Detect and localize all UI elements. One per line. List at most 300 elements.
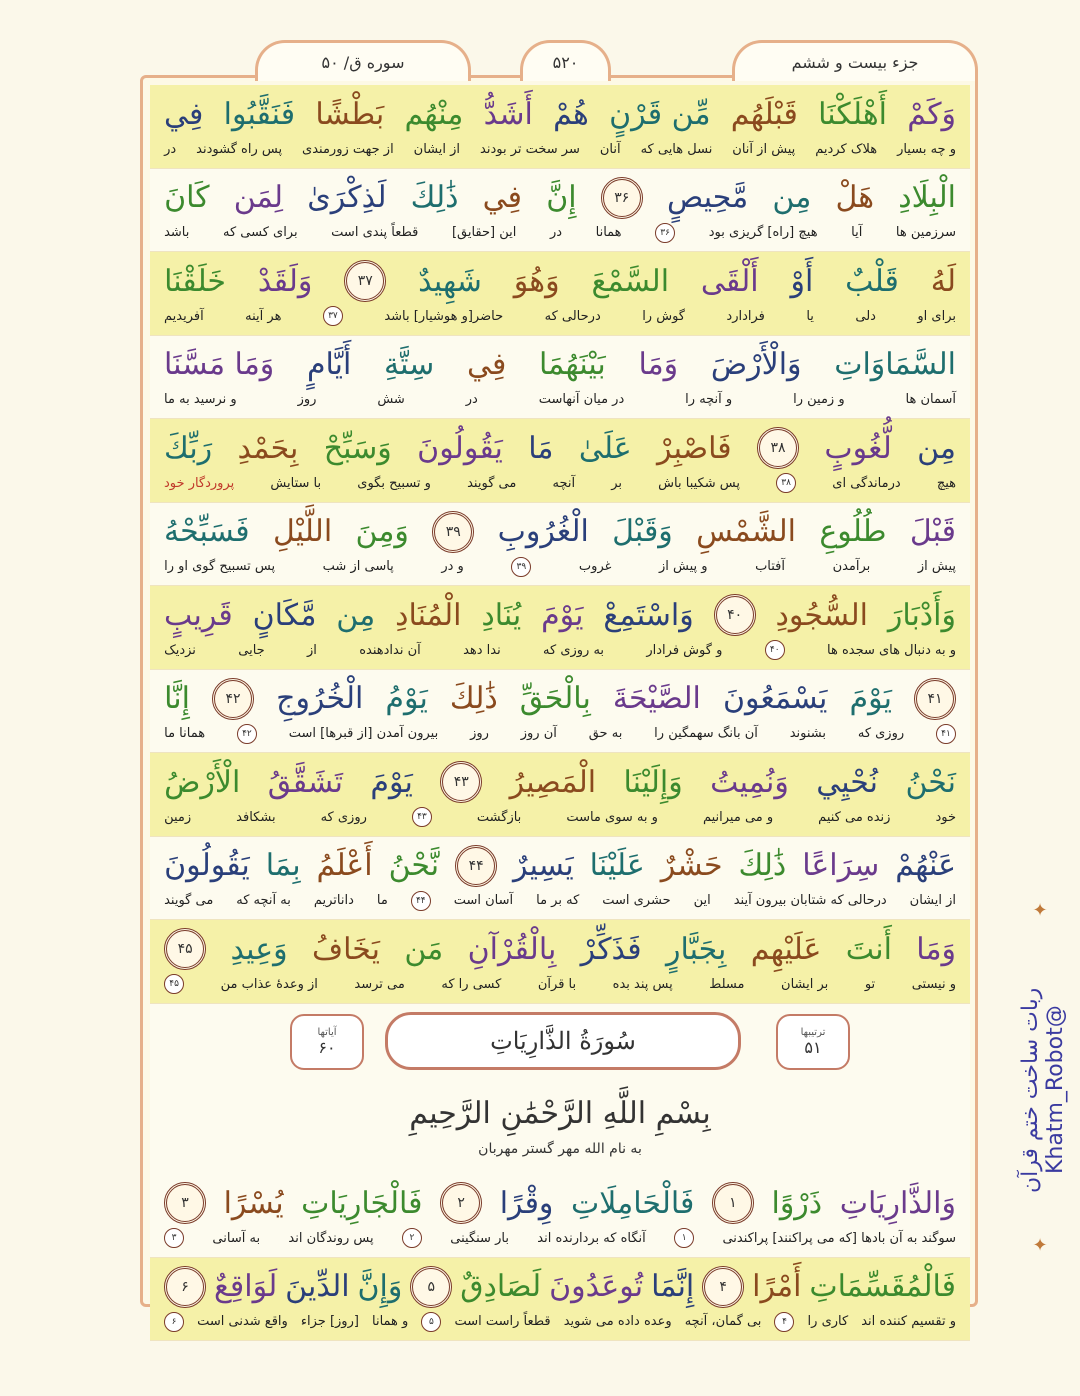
- arabic-word: فِي: [164, 96, 204, 132]
- translation-word: درحالی که شتابان بیرون آیند: [733, 893, 887, 908]
- verse-row: [150, 1258, 970, 1342]
- arabic-word: وَأَدْبَارَ: [887, 597, 956, 633]
- translation-word: پس راه گشودند: [196, 141, 283, 157]
- arabic-word: تُوعَدُونَ: [549, 1269, 644, 1304]
- arabic-word: أَلْقَى: [700, 263, 759, 299]
- arabic-word: مِن: [917, 430, 956, 466]
- translation-word: بر ایشان: [781, 976, 829, 992]
- bismillah: [150, 1084, 970, 1174]
- translation-word: روز: [470, 726, 489, 741]
- arabic-word: كَانَ: [164, 180, 210, 215]
- translation-line: [150, 388, 970, 412]
- translation-word: جایی: [238, 642, 265, 658]
- ayah-number-marker: ۳۹: [432, 511, 474, 553]
- translation-ayah-marker: ۴۴: [411, 891, 431, 911]
- arabic-word: يُنَادِ: [481, 597, 522, 633]
- translation-word: آنچه: [552, 475, 576, 491]
- arabic-word: السَّمَاوَاتِ: [834, 347, 956, 382]
- arabic-word: الْغُرُوبِ: [497, 514, 589, 549]
- translation-ayah-marker: ۵: [421, 1312, 441, 1332]
- arabic-word: بِالْحَقِّ: [519, 681, 591, 716]
- translation-word: واقع شدنی است: [197, 1314, 288, 1329]
- translation-word: از ایشان: [413, 141, 461, 157]
- arabic-word: حَشْرٌ: [660, 848, 723, 883]
- arabic-word: فَنَقَّبُوا: [223, 96, 296, 132]
- translation-word: حاضر[و هوشیار] باشد: [384, 308, 504, 324]
- arabic-word: إِنَّ: [546, 180, 577, 215]
- arabic-word: يَوْمُ: [385, 681, 428, 716]
- translation-word: که بر ما: [536, 893, 580, 908]
- arabic-word: مَّكَانٍ: [252, 597, 317, 633]
- ayah-number-marker: ۳۷: [344, 260, 386, 302]
- translation-line: [150, 137, 970, 161]
- ornament-icon: ✦: [1032, 1235, 1048, 1256]
- translation-word: آن روز: [520, 726, 557, 741]
- ayah-number-marker: ۵: [410, 1266, 452, 1308]
- arabic-word: أَعْلَمُ: [316, 848, 373, 883]
- arabic-line: [150, 1174, 970, 1226]
- arabic-word: أَوْ: [790, 263, 814, 299]
- arabic-word: يَسِيرٌ: [513, 848, 574, 883]
- arabic-word: فَسَبِّحْهُ: [164, 514, 250, 549]
- arabic-line: [150, 1258, 970, 1310]
- ayah-number-marker: ۳۸: [757, 427, 799, 469]
- translation-word: دلی: [855, 308, 876, 324]
- translation-word: هیچ: [936, 475, 956, 491]
- arabic-word: خَلَقْنَا: [164, 263, 226, 299]
- verse-rows-2: [150, 1174, 970, 1341]
- arabic-word: لَهُ: [930, 263, 956, 299]
- arabic-word: لَصَادِقٌ: [460, 1269, 542, 1304]
- translation-word: آنگاه که بردارنده اند: [537, 1230, 646, 1246]
- arabic-word: عَلَىٰ: [578, 430, 632, 466]
- translation-line: [150, 221, 970, 245]
- arabic-word: عَلَيْنَا: [589, 848, 645, 883]
- arabic-word: وَنُمِيتُ: [710, 764, 789, 800]
- translation-word: هیچ [راه] گریزی بود: [708, 225, 818, 240]
- translation-word: آن بانگ سهمگین را: [654, 726, 758, 741]
- ayat-label: آياتها: [317, 1027, 337, 1038]
- translation-word: و زمین را: [793, 392, 845, 407]
- arabic-word: يَوْمَ: [849, 681, 892, 716]
- translation-line: [150, 972, 970, 996]
- order-number: ۵۱: [804, 1038, 822, 1057]
- translation-ayah-marker: ۶: [164, 1312, 184, 1332]
- arabic-word: وَعِيدِ: [230, 931, 288, 967]
- translation-line: [150, 555, 970, 579]
- translation-word: بشنوند: [789, 726, 826, 741]
- translation-word: و نرسید به ما: [164, 392, 237, 407]
- ayah-number-marker: ۱: [712, 1182, 754, 1224]
- translation-word: خود: [935, 809, 956, 825]
- arabic-word: ذَٰلِكَ: [449, 681, 498, 716]
- translation-word: آنان: [599, 141, 621, 157]
- ayah-number-marker: ۴۰: [714, 594, 756, 636]
- translation-word: کاری را: [807, 1314, 849, 1329]
- translation-word: در میان آنهاست: [538, 392, 625, 407]
- verse-row: [150, 753, 970, 837]
- arabic-word: وَلَقَدْ: [257, 263, 313, 299]
- arabic-word: ذَٰلِكَ: [738, 848, 787, 883]
- arabic-word: رَبِّكَ: [164, 430, 213, 466]
- arabic-word: نُحْيِي: [816, 764, 879, 800]
- translation-ayah-marker: ۴۵: [164, 974, 184, 994]
- page-header: [140, 40, 978, 80]
- arabic-word: وَمَا: [638, 347, 679, 382]
- order-label: ترتيبها: [800, 1027, 826, 1038]
- verse-row: [150, 920, 970, 1004]
- verse-row: [150, 670, 970, 754]
- translation-word: به آسانی: [212, 1230, 261, 1246]
- translation-word: پیش از: [917, 559, 956, 574]
- translation-word: بر: [611, 475, 623, 491]
- arabic-word: الدِّينَ: [285, 1269, 350, 1304]
- verse-row: [150, 586, 970, 670]
- translation-word: به حق: [588, 726, 623, 741]
- arabic-word: فَالْجَارِيَاتِ: [301, 1185, 423, 1221]
- translation-word: به آنچه که: [236, 893, 291, 908]
- surah-name: سُورَةُ الذَّارِيَاتِ: [385, 1012, 741, 1070]
- arabic-word: وَالْأَرْضَ: [710, 347, 802, 382]
- arabic-word: يَوْمَ: [370, 764, 413, 800]
- translation-word: قطعاً پندی است: [331, 225, 419, 240]
- arabic-line: [150, 503, 970, 555]
- translation-word: و آنچه را: [685, 392, 733, 407]
- translation-word: گوش را: [642, 308, 685, 324]
- translation-word: این [حقایق]: [451, 225, 517, 240]
- arabic-word: أَمْرًا: [752, 1269, 802, 1304]
- translation-word: پروردگار خود: [164, 475, 235, 491]
- translation-word: همانا: [595, 225, 622, 240]
- arabic-line: [150, 920, 970, 972]
- translation-word: زمین: [164, 809, 192, 825]
- bismillah-arabic: بِسْمِ اللَّهِ الرَّحْمَٰنِ الرَّحِيمِ: [409, 1096, 711, 1131]
- arabic-word: السُّجُودِ: [775, 597, 868, 633]
- translation-word: با ستایش: [270, 475, 322, 491]
- translation-ayah-marker: ۲: [402, 1228, 422, 1248]
- translation-word: بی گمان، آنچه: [684, 1314, 762, 1329]
- bismillah-translation: به نام الله مهر گستر مهربان: [478, 1141, 642, 1157]
- verse-row: [150, 252, 970, 336]
- verse-row: [150, 1174, 970, 1258]
- arabic-word: أَهْلَكْنَا: [818, 96, 887, 132]
- arabic-word: اللَّيْلِ: [272, 514, 333, 549]
- arabic-word: يُسْرًا: [223, 1185, 284, 1221]
- verse-row: [150, 503, 970, 587]
- translation-word: وعده داده می شوید: [563, 1314, 672, 1329]
- arabic-word: أَنتَ: [845, 931, 892, 967]
- arabic-word: فَالْمُقَسِّمَاتِ: [809, 1269, 956, 1304]
- arabic-word: يَسْمَعُونَ: [722, 681, 828, 716]
- arabic-word: مِّن قَرْنٍ: [609, 96, 711, 132]
- translation-word: برآمدن: [832, 559, 871, 574]
- arabic-word: الْمُنَادِ: [395, 597, 462, 633]
- watermark-line1: ربات ساخت ختم قرآن: [1018, 987, 1043, 1193]
- translation-word: داناتریم: [313, 893, 354, 908]
- translation-word: پس تسبیح گوی او را: [164, 559, 276, 574]
- translation-word: باشد: [164, 225, 190, 240]
- translation-word: و تقسیم کننده اند: [861, 1314, 956, 1329]
- verse-row: [150, 336, 970, 420]
- ayah-number-marker: ۶: [164, 1266, 206, 1308]
- ornament-icon: ✦: [1032, 900, 1048, 921]
- translation-word: آن ندادهنده: [359, 642, 421, 658]
- translation-word: از: [307, 642, 317, 658]
- translation-word: و گوش فرادار: [646, 642, 723, 658]
- translation-ayah-marker: ۳۶: [655, 223, 675, 243]
- verse-row: [150, 169, 970, 253]
- arabic-word: قَلْبٌ: [845, 263, 899, 299]
- arabic-word: إِنَّا: [164, 681, 190, 716]
- arabic-word: وَإِنَّ: [357, 1269, 403, 1304]
- translation-word: این: [693, 893, 711, 908]
- translation-word: [روز] جزاء: [300, 1314, 359, 1329]
- verse-row: [150, 85, 970, 169]
- arabic-word: لَوَاقِعٌ: [213, 1269, 278, 1304]
- translation-word: روزی که: [857, 726, 905, 741]
- surah-banner: [150, 1004, 970, 1084]
- translation-word: از ایشان: [909, 893, 956, 908]
- translation-ayah-marker: ۴۰: [765, 640, 785, 660]
- translation-word: درحالی که: [544, 308, 601, 324]
- translation-word: به روزی که: [543, 642, 605, 658]
- translation-word: پس شکیبا باش: [658, 475, 740, 491]
- arabic-word: وَكَمْ: [907, 96, 956, 132]
- arabic-word: يَقُولُونَ: [164, 848, 250, 883]
- translation-word: بیرون آمدن [از قبرها] است: [288, 726, 439, 741]
- arabic-word: الشَّمْسِ: [696, 514, 796, 549]
- translation-word: می ترسد: [354, 976, 405, 992]
- translation-line: [150, 722, 970, 746]
- ayah-number-marker: ۲: [440, 1182, 482, 1224]
- arabic-line: [150, 670, 970, 722]
- translation-word: غروب: [578, 559, 612, 574]
- arabic-word: الْخُرُوجِ: [276, 681, 364, 716]
- translation-word: تو: [864, 976, 876, 992]
- translation-line: [150, 1310, 970, 1334]
- arabic-word: بَطْشًا: [315, 96, 385, 132]
- translation-line: [150, 805, 970, 829]
- translation-word: با قرآن: [537, 976, 577, 992]
- translation-word: و می میرانیم: [702, 809, 774, 825]
- ayah-number-marker: ۴۵: [164, 928, 206, 970]
- arabic-word: لَذِكْرَىٰ: [307, 180, 387, 215]
- translation-word: پاسی از شب: [322, 559, 394, 574]
- arabic-word: تَشَقَّقُ: [267, 764, 344, 800]
- arabic-word: مَا: [528, 430, 554, 466]
- arabic-word: نَحْنُ: [905, 764, 956, 800]
- arabic-word: سِرَاعًا: [802, 848, 880, 883]
- translation-word: همانا ما: [164, 726, 206, 741]
- ayah-number-marker: ۴: [702, 1266, 744, 1308]
- ayah-number-marker: ۳۶: [601, 177, 643, 219]
- translation-word: و پیش از: [658, 559, 708, 574]
- translation-word: از وعدهٔ عذاب من: [220, 976, 318, 992]
- translation-line: [150, 1226, 970, 1250]
- arabic-word: ذَرْوًا: [771, 1185, 823, 1221]
- translation-word: هر آینه: [245, 308, 282, 324]
- arabic-word: فَالْحَامِلَاتِ: [570, 1185, 695, 1221]
- arabic-word: وَمَا: [916, 931, 956, 967]
- surah-info: سوره ق/ ۵۰: [255, 40, 471, 81]
- translation-word: و به دنبال های سجده ها: [827, 642, 956, 658]
- arabic-line: [150, 837, 970, 889]
- translation-word: سر سخت تر بودند: [480, 141, 580, 157]
- arabic-word: السَّمْعَ: [591, 263, 670, 299]
- arabic-word: فَاصْبِرْ: [657, 430, 732, 466]
- arabic-word: مَن: [404, 931, 444, 967]
- translation-word: می گویند: [164, 893, 214, 908]
- translation-ayah-marker: ۴۲: [237, 724, 257, 744]
- translation-word: روزی که: [320, 809, 367, 825]
- arabic-word: بِمَا: [265, 848, 301, 883]
- arabic-word: شَهِيدٌ: [418, 263, 482, 299]
- translation-word: روز: [297, 392, 317, 407]
- translation-word: در: [465, 392, 478, 407]
- arabic-word: قَبْلَهُم: [730, 96, 798, 132]
- arabic-word: وَاسْتَمِعْ: [603, 597, 694, 633]
- ayah-number-marker: ۴۴: [455, 845, 497, 887]
- arabic-word: لُّغُوبٍ: [824, 430, 892, 466]
- arabic-word: وَإِلَيْنَا: [623, 764, 683, 800]
- translation-word: و چه بسیار: [897, 141, 956, 157]
- translation-ayah-marker: ۴: [774, 1312, 794, 1332]
- translation-word: پس روندگان اند: [288, 1230, 374, 1246]
- arabic-word: وَمَا مَسَّنَا: [164, 347, 275, 382]
- translation-word: کسی را که: [441, 976, 502, 992]
- translation-word: و همانا: [372, 1314, 409, 1329]
- translation-word: شش: [377, 392, 405, 407]
- translation-word: ما: [376, 893, 388, 908]
- translation-word: سرزمین ها: [895, 225, 956, 240]
- arabic-word: فِي: [466, 347, 507, 382]
- arabic-word: ذَٰلِكَ: [410, 180, 459, 215]
- arabic-word: قَبْلَ: [909, 514, 956, 549]
- watermark-text: [1018, 940, 1068, 1240]
- arabic-word: مَّحِيصٍ: [666, 180, 749, 215]
- translation-word: پس پند بده: [612, 976, 673, 992]
- translation-word: بار سنگینی: [450, 1230, 509, 1246]
- arabic-word: الْبِلَادِ: [898, 180, 956, 215]
- translation-ayah-marker: ۴۱: [936, 724, 956, 744]
- translation-word: یا: [806, 308, 814, 324]
- translation-word: می گویند: [467, 475, 517, 491]
- translation-line: [150, 471, 970, 495]
- translation-word: مسلط: [709, 976, 745, 992]
- translation-word: بشکافد: [236, 809, 276, 825]
- arabic-word: هَلْ: [835, 180, 875, 215]
- translation-word: نسل هایی که: [640, 141, 713, 157]
- arabic-word: بِالْقُرْآنِ: [467, 931, 557, 967]
- arabic-word: مِنْهُم: [404, 96, 464, 132]
- translation-word: و نیستی: [911, 976, 956, 992]
- arabic-line: [150, 419, 970, 471]
- translation-word: و تسبیح بگوی: [357, 475, 431, 491]
- translation-word: برای او: [917, 308, 956, 324]
- watermark: [1010, 900, 1070, 1260]
- translation-word: فرادارد: [726, 308, 765, 324]
- arabic-line: [150, 753, 970, 805]
- translation-ayah-marker: ۱: [674, 1228, 694, 1248]
- translation-ayah-marker: ۳۹: [511, 557, 531, 577]
- translation-word: در: [164, 141, 177, 157]
- ayah-number-marker: ۴۲: [212, 678, 254, 720]
- ayat-box: [290, 1014, 364, 1070]
- translation-word: پیش از آنان: [732, 141, 796, 157]
- arabic-word: بَيْنَهُمَا: [539, 347, 606, 382]
- verse-row: [150, 837, 970, 921]
- arabic-word: أَيَّامٍ: [306, 347, 352, 382]
- arabic-line: [150, 85, 970, 137]
- arabic-word: لِمَن: [233, 180, 284, 215]
- arabic-line: [150, 586, 970, 638]
- arabic-word: نَّحْنُ: [388, 848, 440, 883]
- arabic-word: أَشَدُّ: [483, 96, 533, 132]
- arabic-word: وَمِنَ: [355, 514, 409, 549]
- arabic-word: بِحَمْدِ: [237, 430, 299, 466]
- watermark-line2: @Khatm_Robot: [1043, 1005, 1068, 1175]
- translation-line: [150, 889, 970, 913]
- order-box: [776, 1014, 850, 1070]
- arabic-word: يَقُولُونَ: [417, 430, 503, 466]
- translation-ayah-marker: ۳۸: [776, 473, 796, 493]
- translation-word: سوگند به آن بادها [که می پراکنند] پراکندنی: [722, 1230, 956, 1246]
- ayat-number: ۶۰: [318, 1038, 336, 1057]
- arabic-word: وَالذَّارِيَاتِ: [839, 1185, 956, 1221]
- translation-word: هلاک کردیم: [815, 141, 878, 157]
- arabic-line: [150, 252, 970, 304]
- translation-word: و به سوی ماست: [566, 809, 658, 825]
- translation-ayah-marker: ۳: [164, 1228, 184, 1248]
- translation-word: ندا دهد: [463, 642, 501, 658]
- translation-line: [150, 638, 970, 662]
- ayah-number-marker: ۴۳: [440, 761, 482, 803]
- arabic-word: عَنْهُمْ: [895, 848, 956, 883]
- arabic-word: قَرِيبٍ: [164, 597, 233, 633]
- translation-word: آفریدیم: [164, 308, 204, 324]
- arabic-word: الْمَصِيرُ: [509, 764, 597, 800]
- arabic-word: الصَّيْحَةَ: [612, 681, 701, 716]
- arabic-word: هُمْ: [553, 96, 589, 132]
- arabic-word: مِن: [772, 180, 812, 215]
- translation-word: آسان است: [453, 893, 514, 908]
- translation-word: نزدیک: [164, 642, 196, 658]
- arabic-word: طُلُوعِ: [819, 514, 887, 549]
- arabic-line: [150, 336, 970, 388]
- arabic-word: بِجَبَّارٍ: [665, 931, 727, 967]
- verse-row: [150, 419, 970, 503]
- arabic-line: [150, 169, 970, 221]
- arabic-word: فَذَكِّرْ: [580, 931, 642, 967]
- translation-ayah-marker: ۴۳: [412, 807, 432, 827]
- arabic-word: سِتَّةِ: [384, 347, 435, 382]
- ayah-number-marker: ۴۱: [914, 678, 956, 720]
- translation-ayah-marker: ۳۷: [323, 306, 343, 326]
- translation-word: آیا: [851, 225, 863, 240]
- arabic-word: وِقْرًا: [499, 1185, 554, 1221]
- translation-word: آسمان ها: [905, 392, 956, 407]
- translation-word: از جهت زورمندی: [302, 141, 394, 157]
- arabic-word: وَقَبْلَ: [612, 514, 673, 549]
- arabic-word: يَوْمَ: [541, 597, 584, 633]
- translation-word: آفتاب: [755, 559, 786, 574]
- translation-word: در: [549, 225, 563, 240]
- arabic-word: عَلَيْهِم: [750, 931, 822, 967]
- arabic-word: إِنَّمَا: [651, 1269, 695, 1304]
- translation-word: حشری است: [602, 893, 671, 908]
- arabic-word: يَخَافُ: [311, 931, 380, 967]
- page-number: ۵۲۰: [520, 40, 611, 81]
